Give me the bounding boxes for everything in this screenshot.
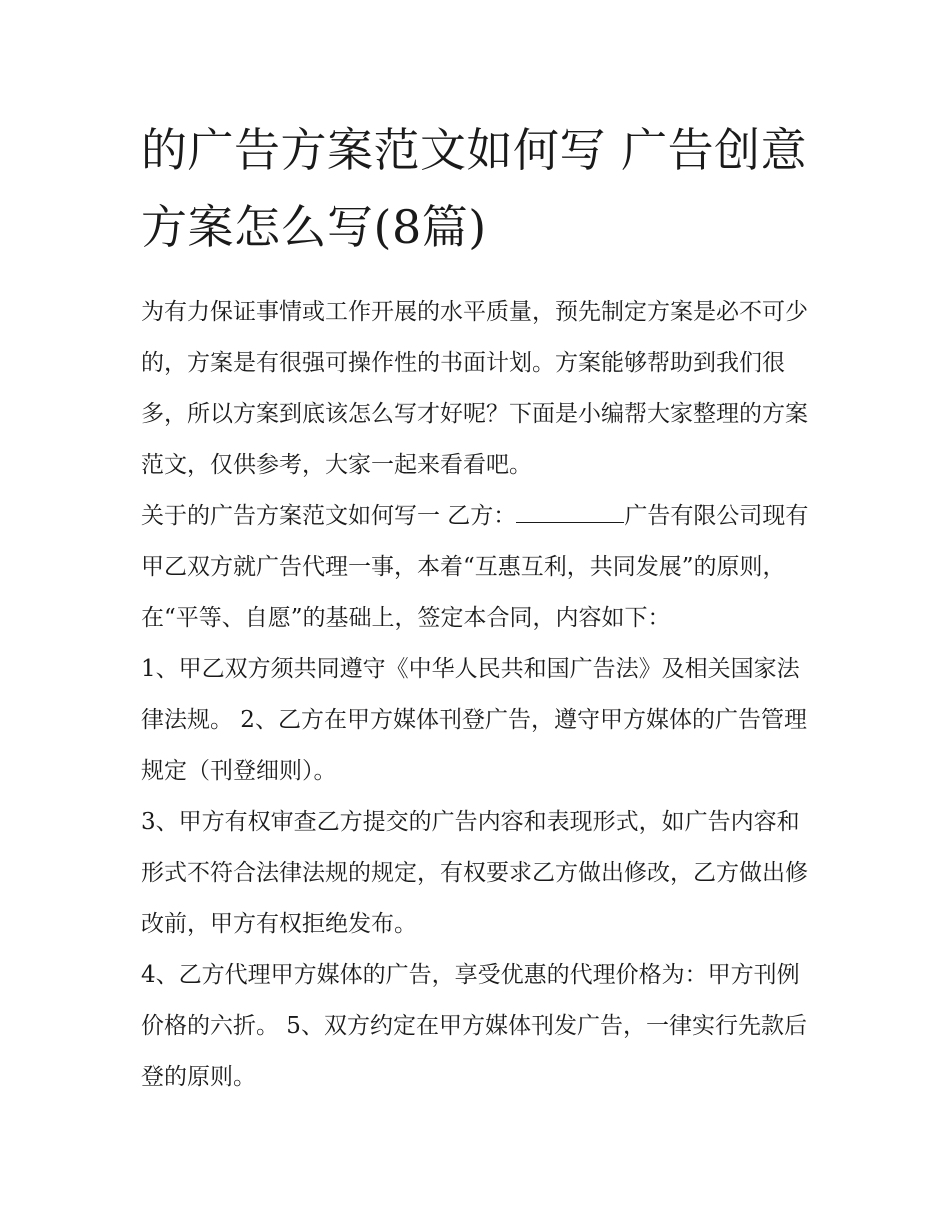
contract-opening-paragraph bbox=[141, 491, 813, 644]
contract-opening-text: 广告有限公司现有甲乙双方就广告代理一事，本着“互惠互利，共同发展”的原则，在“平等、自愿”的基础上，签定本合同，内容如下： bbox=[141, 503, 809, 631]
blank-fill-line bbox=[516, 504, 624, 523]
clause-3: 3、甲方有权审查乙方提交的广告内容和表现形式，如广告内容和形式不符合法律法规的规定，有权要求乙方做出修改，乙方做出修改前，甲方有权拒绝发布。 bbox=[141, 809, 808, 937]
clause-4-5: 4、乙方代理甲方媒体的广告，享受优惠的代理价格为：甲方刊例价格的六折。 5、双方约定在甲方媒体刊发广告，一律实行先款后登的原则。 bbox=[141, 962, 807, 1090]
document-page bbox=[141, 112, 813, 1103]
clause-1-2: 1、甲乙双方须共同遵守《中华人民共和国广告法》及相关国家法律法规。 2、乙方在甲方媒体刊登广告，遵守甲方媒体的广告管理规定（刊登细则）。 bbox=[141, 656, 807, 784]
section-heading: 关于的广告方案范文如何写一 乙方： bbox=[141, 503, 517, 529]
intro-paragraph: 为有力保证事情或工作开展的水平质量，预先制定方案是必不可少的，方案是有很强可操作性的书面计划。方案能够帮助到我们很多，所以方案到底该怎么写才好呢？下面是小编帮大家整理的方案范文，仅供参考，大家一起来看看吧。 bbox=[141, 299, 808, 478]
document-title: 的广告方案范文如何写 广告创意方案怎么写(8篇) bbox=[141, 123, 808, 254]
